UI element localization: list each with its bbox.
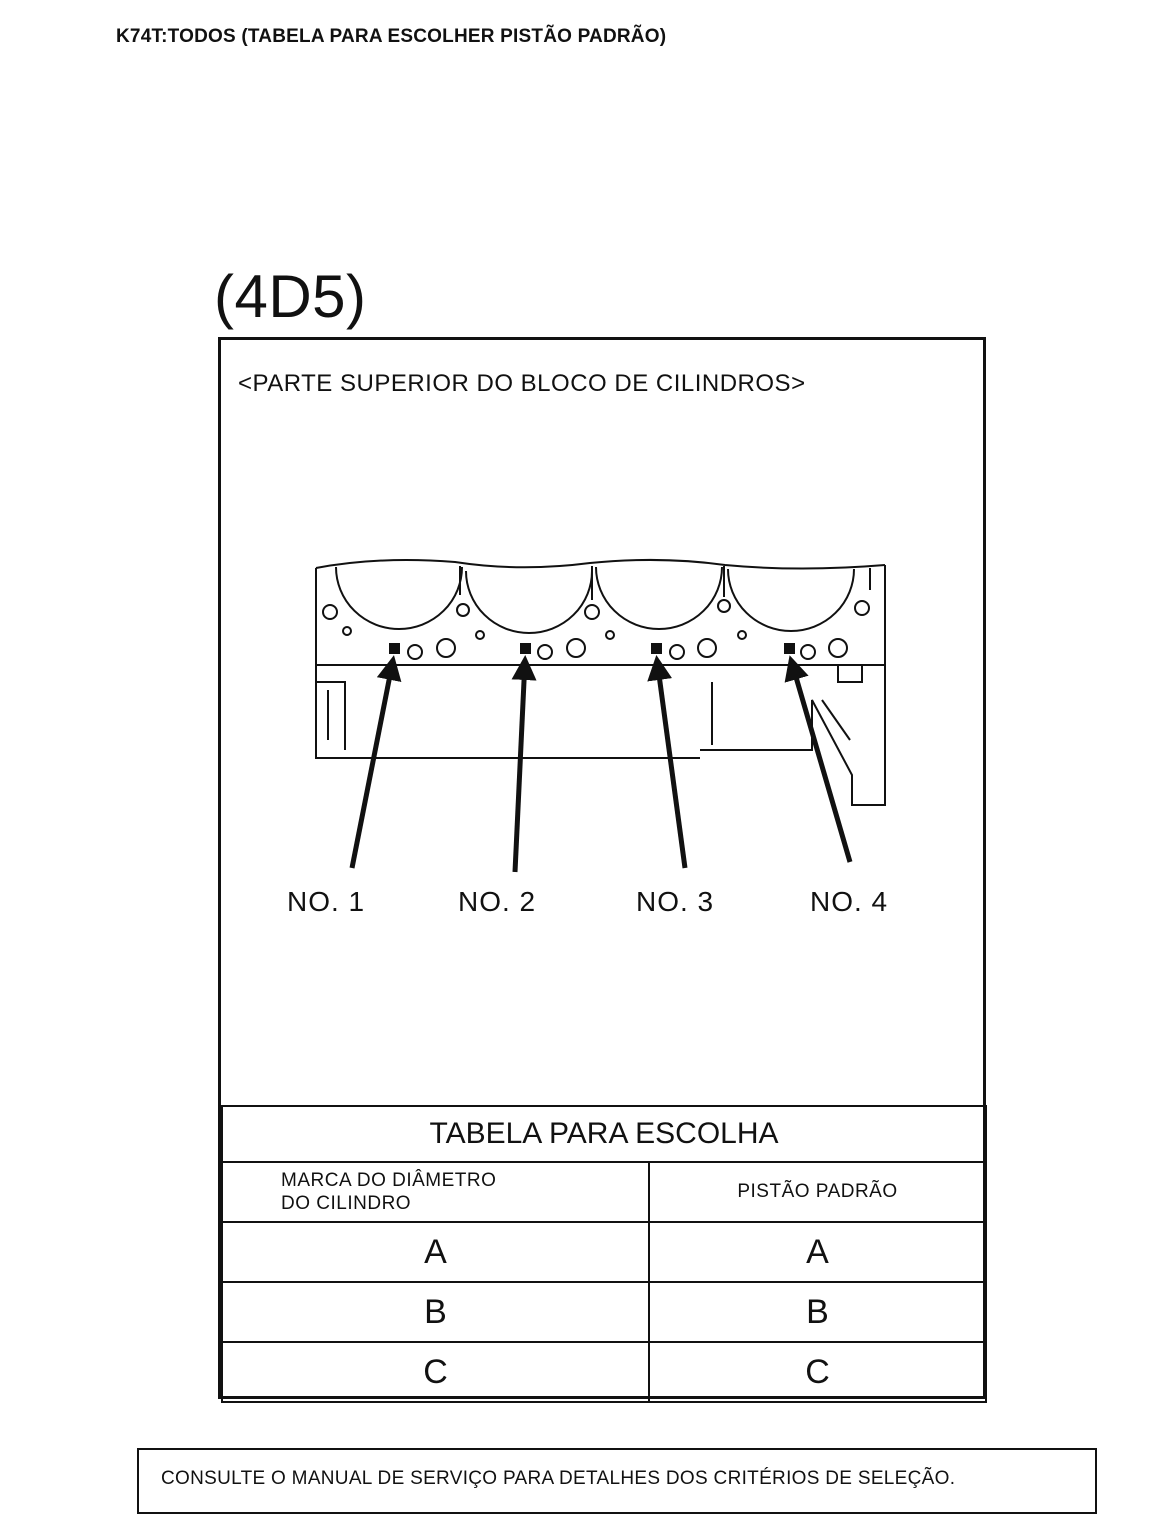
piston-header: PISTÃO PADRÃO xyxy=(649,1162,986,1222)
section-title: <PARTE SUPERIOR DO BLOCO DE CILINDROS> xyxy=(238,370,806,397)
bore-mark-header-line2: DO CILINDRO xyxy=(281,1193,412,1214)
bore-mark-cell: B xyxy=(222,1282,649,1342)
piston-cell: B xyxy=(649,1282,986,1342)
table-row xyxy=(222,1222,986,1282)
engine-model-label: (4D5) xyxy=(214,263,367,330)
service-note-box xyxy=(137,1448,1097,1514)
table-row xyxy=(222,1342,986,1402)
cylinder-bores xyxy=(336,566,870,633)
cylinder-label-1: NO. 1 xyxy=(287,886,366,917)
mark-pointer-arrows xyxy=(352,660,850,872)
bore-mark-header xyxy=(222,1162,649,1222)
bore-mark-cell: A xyxy=(222,1222,649,1282)
cylinder-label-4: NO. 4 xyxy=(810,886,889,917)
bore-mark-cell: C xyxy=(222,1342,649,1402)
cylinder-label-2: NO. 2 xyxy=(458,886,537,917)
selection-table xyxy=(221,1105,987,1403)
piston-cell: A xyxy=(649,1222,986,1282)
bore-size-marks xyxy=(389,643,795,654)
page-header: K74T:TODOS (TABELA PARA ESCOLHER PISTÃO PADRÃO) xyxy=(116,26,667,47)
table-row xyxy=(222,1282,986,1342)
table-title: TABELA PARA ESCOLHA xyxy=(222,1106,986,1162)
cylinder-label-3: NO. 3 xyxy=(636,886,715,917)
piston-cell: C xyxy=(649,1342,986,1402)
bore-mark-header-line1: MARCA DO DIÂMETRO xyxy=(281,1170,497,1191)
service-note-text: CONSULTE O MANUAL DE SERVIÇO PARA DETALHES DOS CRITÉRIOS DE SELEÇÃO. xyxy=(161,1468,956,1489)
